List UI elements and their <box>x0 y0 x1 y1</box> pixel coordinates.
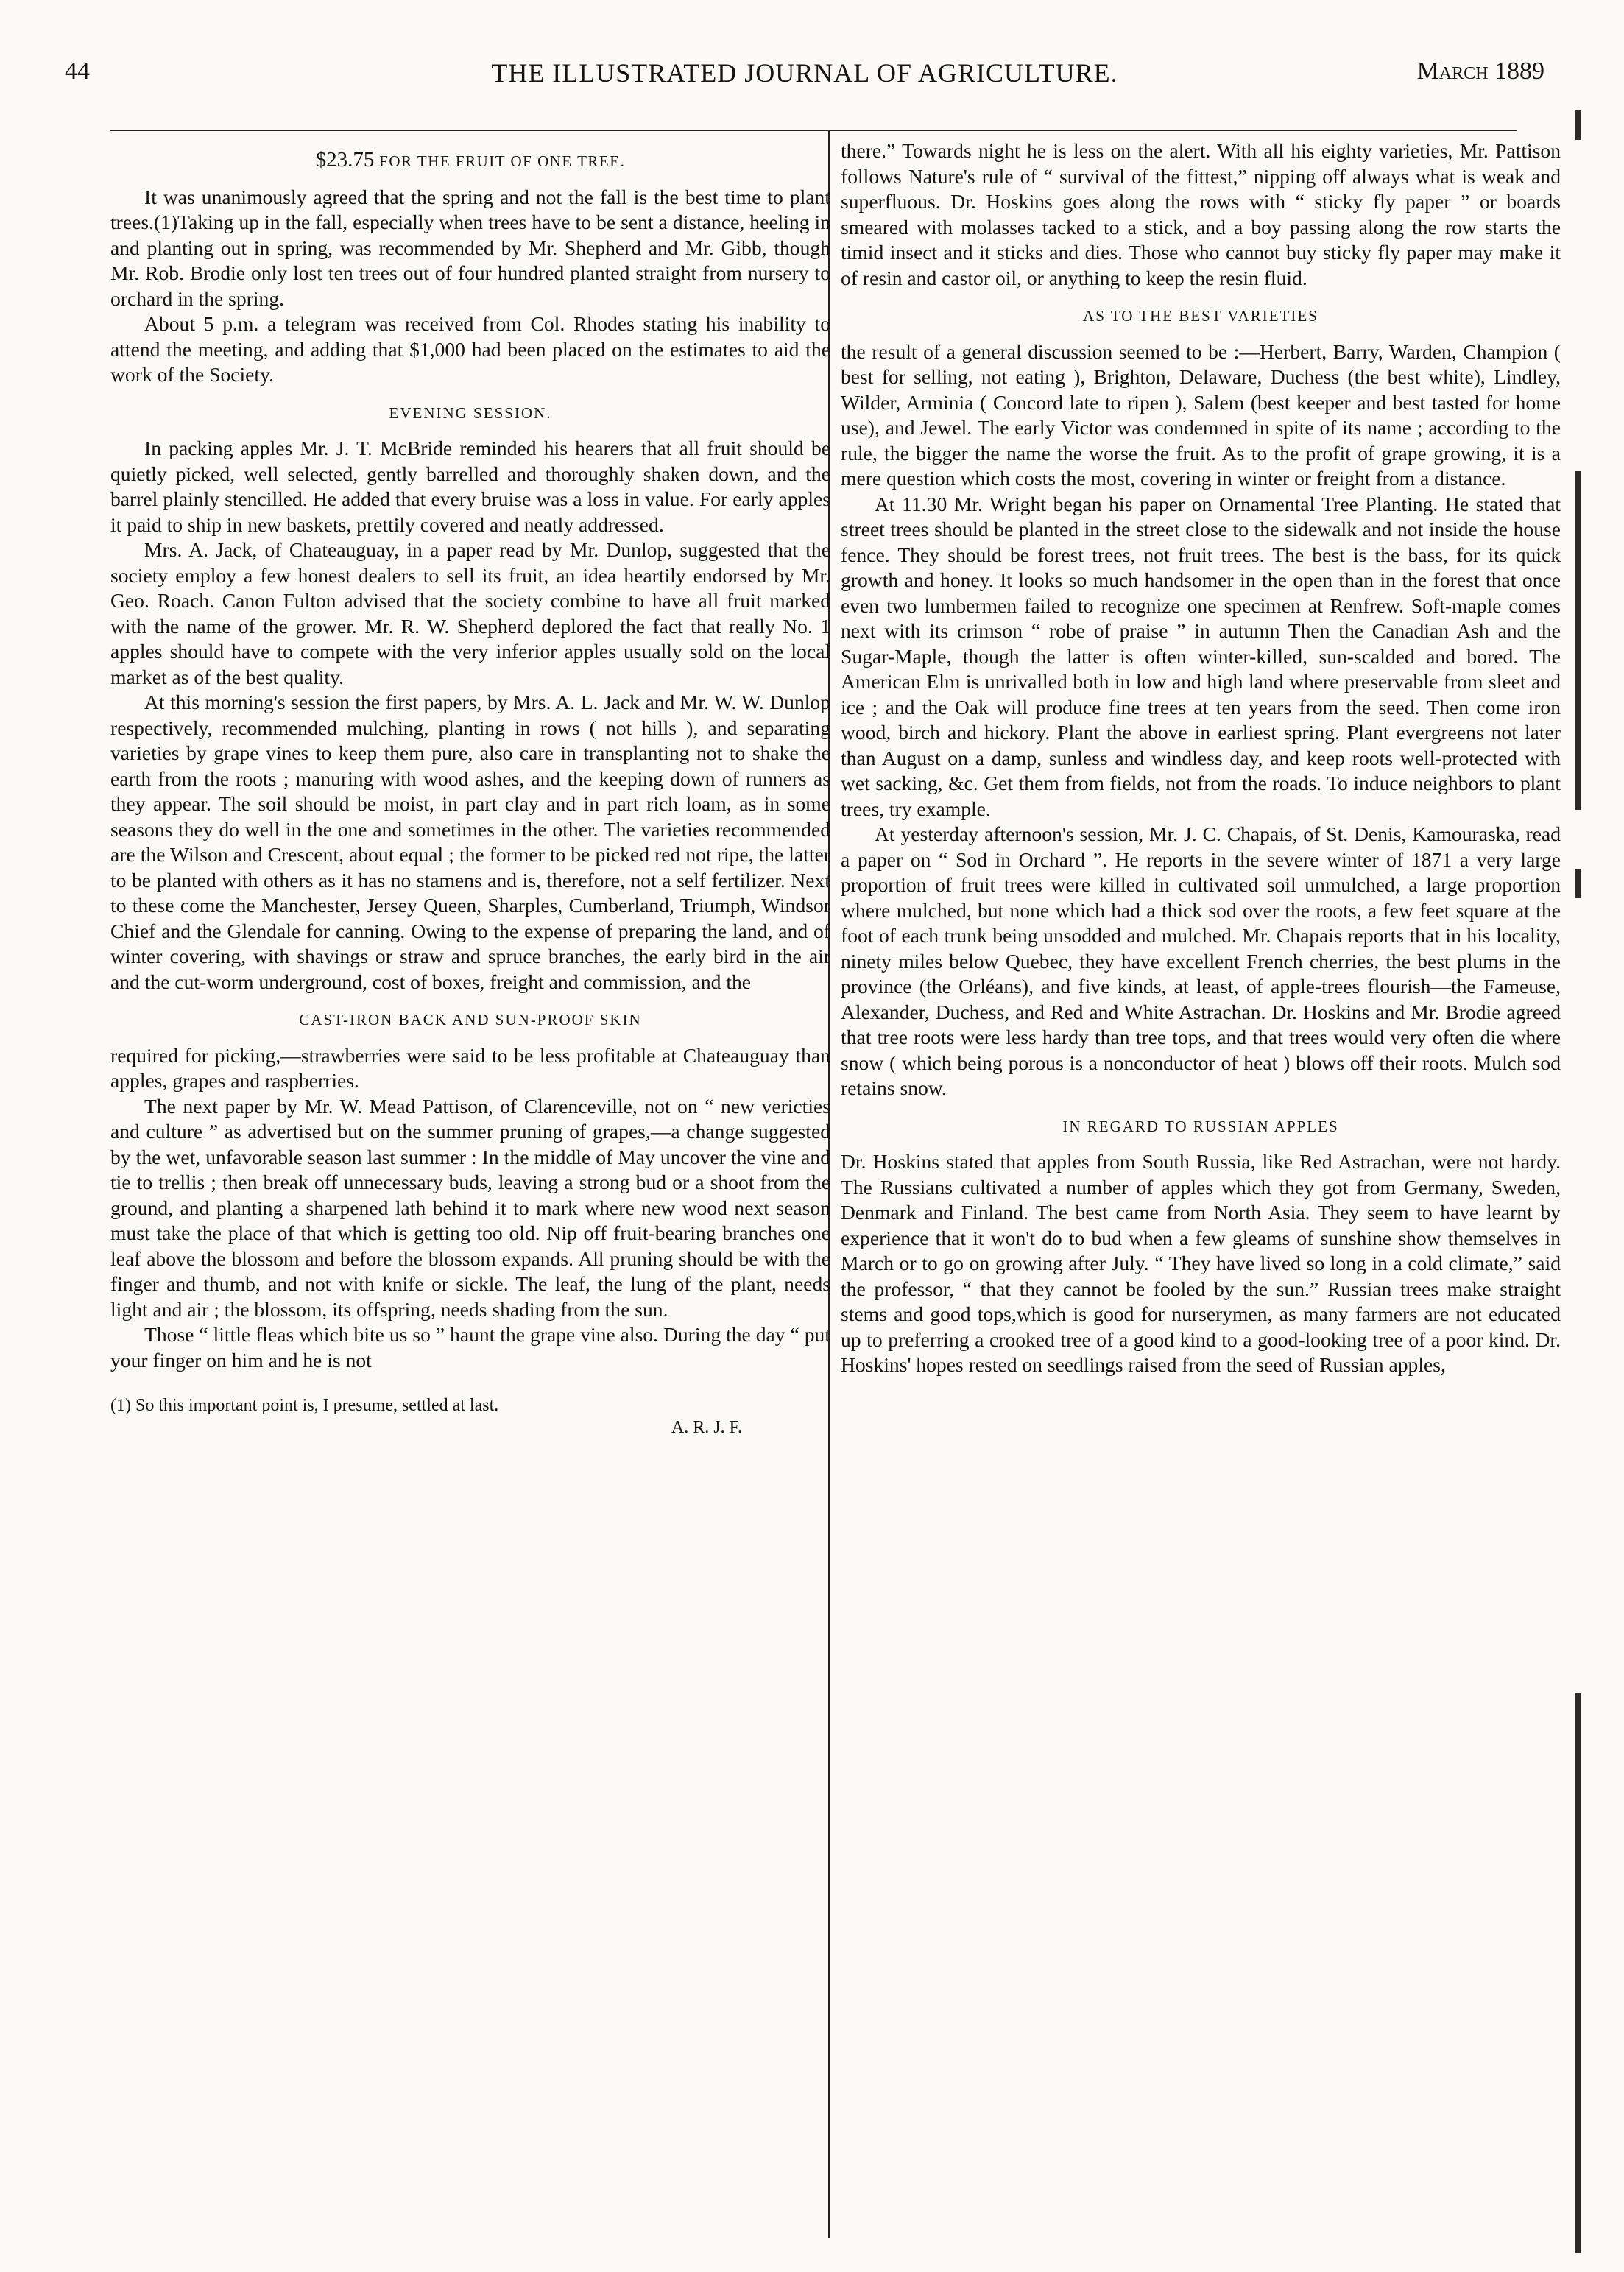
paragraph: Those “ little fleas which bite us so ” haunt the grape vine also. During the day “ put your finger on him and he is not <box>110 1323 830 1372</box>
scan-edge-mark <box>1575 110 1581 140</box>
scan-edge-mark <box>1575 1693 1581 2253</box>
page-header <box>65 57 1544 99</box>
section-heading-cast-iron-back: CAST-IRON BACK AND SUN-PROOF SKIN <box>299 1011 642 1029</box>
journal-title: THE ILLUSTRATED JOURNAL OF AGRICULTURE. <box>491 58 1118 88</box>
header-rule <box>110 130 1517 131</box>
section-heading-best-varieties: AS TO THE BEST VARIETIES <box>1083 307 1318 325</box>
issue-date: March 1889 <box>1416 57 1544 85</box>
scan-edge-mark <box>1575 869 1581 898</box>
section-heading-evening-session: EVENING SESSION. <box>389 403 552 422</box>
heading-price: $23.75 <box>315 148 375 172</box>
paragraph: At 11.30 Mr. Wright began his paper on Ornamental Tree Planting. He stated that street trees should be planted in the street close to the sidewalk and not inside the house fence. They should be forest trees, not fruit trees. The best is the bass, for its quick growth and honey. It looks so much handsomer in the open than in the forest that once even two lumbermen failed to recognize one specimen at Renfrew. Soft-maple comes next with its crimson “ robe of praise ” in autumn Then the Canadian Ash and the Sugar-Maple, though the latter is often winter-killed, sun-scalded and bored. The American Elm is unrivalled both in low and high land where preservable from sleet and ice ; and the Oak will produce fine trees at ten years from the seed. Then come iron wood, birch and hickory. Plant the above in earliest spring. Plant evergreens not later than August on a damp, sunless and windless day, and keep roots well-protected with wet sacking, &c. Get them from fields, not from the roads. To induce neighbors to plant trees, try example. <box>841 492 1561 820</box>
paragraph: In packing apples Mr. J. T. McBride reminded his hearers that all fruit should be quietly picked, well selected, gently barrelled and thoroughly shaken down, and the barrel plainly stencilled. He added that every bruise was a loss in value. For early apples it paid to ship in new baskets, prettily covered and neatly addressed. <box>110 437 830 536</box>
paragraph: About 5 p.m. a telegram was received from Col. Rhodes stating his inability to attend the meeting, and adding that $1,000 had been placed on the estimates to aid the work of the Society. <box>110 312 830 386</box>
footnote: (1) So this important point is, I presume, settled at last. <box>110 1396 499 1415</box>
paragraph: Dr. Hoskins stated that apples from South Russia, like Red Astrachan, were not hardy. The Russians cultivated a number of apples which they got from Germany, Sweden, Denmark and Finland. The best came from North Asia. They seem to have learnt by experience that it won't do to bud when a few gleams of sunshine show themselves in March or to go on growing after July. “ They have lived so long in a cold climate,” said the professor, “ that they cannot be fooled by the sun.” Russian trees make straight stems and good tops,which is good for nurserymen, as many farmers are not educated up to preferring a crooked tree of a good kind to a good-looking tree of a poor kind. Dr. Hoskins' hopes rested on seedlings raised from the seed of Russian apples, <box>841 1150 1561 1376</box>
paragraph: required for picking,—strawberries were said to be less profitable at Chateauguay than apples, grapes and raspberries. <box>110 1043 830 1092</box>
paragraph: Mrs. A. Jack, of Chateauguay, in a paper read by Mr. Dunlop, suggested that the society employ a few honest dealers to sell its fruit, an idea heartily endorsed by Mr. Geo. Roach. Canon Fulton advised that the society combine to have all fruit marked with the name of the grower. Mr. R. W. Shepherd deplored the fact that really No. 1 apples should have to compete with the very inferior apples usually sold on the local market as of the best quality. <box>110 538 830 688</box>
left-column <box>110 138 830 1438</box>
paragraph: It was unanimously agreed that the spring and not the fall is the best time to plant trees.(1)Taking up in the fall, especially when trees have to be sent a distance, heeling in and planting out in spring, was recommended by Mr. Shepherd and Mr. Gibb, though Mr. Rob. Brodie only lost ten trees out of four hundred planted straight from nursery to orchard in the spring. <box>110 185 830 310</box>
paragraph: At yesterday afternoon's session, Mr. J. C. Chapais, of St. Denis, Kamouraska, read a paper on “ Sod in Orchard ”. He reports in the severe winter of 1871 a very large proportion of fruit trees were killed in cultivated soil unmulched, a large proportion where mulched, but none which had a thick sod over the roots, a few feet square at the foot of each trunk being unsodded and mulched. Mr. Chapais reports that in his locality, ninety miles below Quebec, they have excellent French cherries, the best plums in the province (the Orléans), and five kinds, at least, of apple-trees flourish—the Fameuse, Alexander, Duchess, and Red and White Astrachan. Dr. Hoskins and Mr. Brodie agreed that tree roots were less hardy than tree tops, and that trees would very often die where snow ( which being porous is a nonconductor of heat ) blows off their roots. Mulch sod retains snow. <box>841 822 1561 1099</box>
section-heading-fruit-tree <box>110 147 830 174</box>
paragraph: the result of a general discussion seemed to be :—Herbert, Barry, Warden, Champion ( best for selling, not eating ), Brighton, Delaware, Duchess (the best white), Lindley, Wilder, Arminia ( Concord late to ripen ), Salem (best keeper and best tasted for home use), and Jewel. The early Victor was condemned in spite of its name ; according to the rule, the bigger the name the worse the fruit. As to the profit of grape growing, it is a mere question which costs the most, covering in winter or freight from a distance. <box>841 339 1561 490</box>
page-number: 44 <box>65 57 90 85</box>
paragraph: The next paper by Mr. W. Mead Pattison, of Clarenceville, not on “ new vericties and culture ” as advertised but on the summer pruning of grapes,—a change suggested by the wet, unfavorable season last summer : In the middle of May uncover the vine and tie to trellis ; then break off unnecessary buds, leaving a strong bud or a shoot from the ground, and planting a sharpened lath behind it to mark where new wood next season must take the place of that which is getting too old. Nip off fruit-bearing branches one leaf above the blossom and before the blossom expands. All pruning should be with the finger and thumb, and not with knife or sickle. The leaf, the lung of the plant, needs light and air ; the blossom, its offspring, needs shading from the sun. <box>110 1094 830 1321</box>
author-signature: A. R. J. F. <box>671 1418 742 1437</box>
paragraph: there.” Towards night he is less on the alert. With all his eighty varieties, Mr. Pattison follows Nature's rule of “ survival of the fittest,” nipping off always what is weak and superfluous. Dr. Hoskins goes along the rows with “ sticky fly paper ” or boards smeared with molasses tacked to a stick, and a boy passing along the row starts the timid insect and it sticks and dies. Those who cannot buy sticky fly paper may make it of resin and castor oil, or anything to keep the resin fluid. <box>841 139 1561 289</box>
right-column <box>841 138 1561 1378</box>
section-heading-russian-apples: IN REGARD TO RUSSIAN APPLES <box>1062 1117 1339 1135</box>
heading-text: FOR THE FRUIT OF ONE TREE. <box>374 152 626 170</box>
scan-edge-mark <box>1575 471 1581 810</box>
paragraph: At this morning's session the first papers, by Mrs. A. L. Jack and Mr. W. W. Dunlop respectively, recommended mulching, planting in rows ( not hills ), and separating varieties by grape vines to keep them pure, also care in transplanting not to shake the earth from the roots ; manuring with wood ashes, and the keeping down of runners as they appear. The soil should be moist, in part clay and in part rich loam, as in some seasons they do well in the one and sometimes in the other. The varieties recommended are the Wilson and Crescent, about equal ; the former to be picked red not ripe, the latter to be planted with others as it has no stamens and is, therefore, not a self fertilizer. Next to these come the Manchester, Jersey Queen, Sharples, Cumberland, Triumph, Windsor Chief and the Glendale for canning. Owing to the expense of preparing the land, and of winter covering, with shavings or straw and spruce branches, the early bird in the air and the cut-worm underground, cost of boxes, freight and commission, and the <box>110 691 830 993</box>
